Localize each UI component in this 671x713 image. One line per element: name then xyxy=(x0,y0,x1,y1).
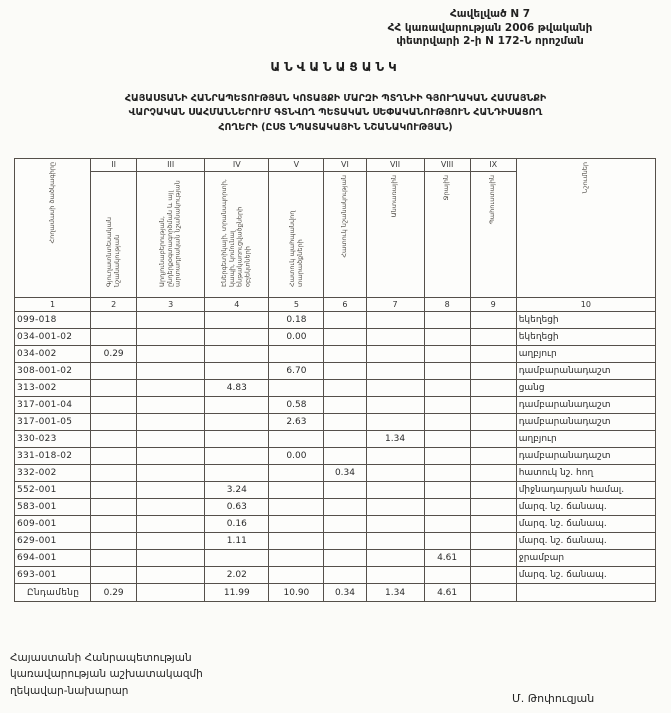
value-cell xyxy=(324,516,366,533)
value-cell xyxy=(269,550,324,567)
value-cell xyxy=(366,533,424,550)
value-cell: 6.70 xyxy=(269,363,324,380)
value-cell xyxy=(137,414,205,431)
column-header-5 xyxy=(269,159,324,298)
value-cell xyxy=(205,448,269,465)
value-cell xyxy=(324,533,366,550)
note-cell: ցանց xyxy=(516,380,655,397)
value-cell xyxy=(470,431,516,448)
value-cell xyxy=(137,312,205,329)
roman-numeral: VIII xyxy=(425,159,470,172)
value-cell xyxy=(137,482,205,499)
column-title-wrap xyxy=(205,172,268,291)
table-row xyxy=(15,567,656,584)
value-cell xyxy=(366,482,424,499)
note-cell: աղբյուր xyxy=(516,346,655,363)
value-cell xyxy=(324,397,366,414)
signatory-title-block xyxy=(10,650,203,699)
column-title-wrap xyxy=(471,172,516,228)
value-cell xyxy=(470,397,516,414)
table-row xyxy=(15,533,656,550)
code-cell: 552-001 xyxy=(15,482,91,499)
value-cell: 3.24 xyxy=(205,482,269,499)
value-cell xyxy=(366,363,424,380)
total-value-cell xyxy=(516,584,655,602)
value-cell: 1.11 xyxy=(205,533,269,550)
value-cell xyxy=(366,465,424,482)
value-cell xyxy=(137,516,205,533)
column-title: Հատուկ նշանակության xyxy=(340,175,349,258)
value-cell: 1.34 xyxy=(366,431,424,448)
value-cell xyxy=(205,431,269,448)
value-cell xyxy=(470,363,516,380)
value-cell xyxy=(205,465,269,482)
value-cell xyxy=(324,448,366,465)
table-row xyxy=(15,550,656,567)
column-title-wrap xyxy=(367,172,424,221)
value-cell xyxy=(91,329,137,346)
value-cell xyxy=(470,516,516,533)
note-cell: միջնադարյան համալ. xyxy=(516,482,655,499)
column-title: Գյուղատնտեսական նշանակության xyxy=(104,217,121,287)
value-cell xyxy=(205,312,269,329)
subtitle-line: ՀՈՂԵՐԻ (ԸՍՏ ՆՊԱՏԱԿԱՅԻՆ ՆՇԱՆԱԿՈՒԹՅԱՆ) xyxy=(218,121,453,133)
table-row xyxy=(15,414,656,431)
value-cell xyxy=(424,448,470,465)
table-row xyxy=(15,448,656,465)
value-cell xyxy=(91,533,137,550)
value-cell xyxy=(137,448,205,465)
value-cell xyxy=(91,397,137,414)
note-cell: հատուկ նշ. հող xyxy=(516,465,655,482)
value-cell xyxy=(324,363,366,380)
roman-numeral: VII xyxy=(367,159,424,172)
table-row xyxy=(15,465,656,482)
table-row xyxy=(15,397,656,414)
value-cell xyxy=(205,346,269,363)
value-cell: 0.34 xyxy=(324,465,366,482)
value-cell xyxy=(91,567,137,584)
note-cell: աղբյուր xyxy=(516,431,655,448)
appendix-line: ՀՀ կառավարության 2006 թվականի xyxy=(387,21,593,34)
table-row xyxy=(15,482,656,499)
value-cell: 2.02 xyxy=(205,567,269,584)
value-cell: 0.58 xyxy=(269,397,324,414)
column-title-wrap xyxy=(324,172,365,262)
value-cell xyxy=(366,414,424,431)
column-title-wrap xyxy=(425,172,470,204)
value-cell xyxy=(269,482,324,499)
column-title: Արդյունաբերության, ընդերքօգտագործման և այլ արտադրական նշանակության xyxy=(158,180,182,287)
value-cell xyxy=(366,380,424,397)
code-cell: 629-001 xyxy=(15,533,91,550)
roman-numeral: VI xyxy=(324,159,365,172)
value-cell xyxy=(470,414,516,431)
column-number: 4 xyxy=(205,298,269,312)
value-cell: 0.29 xyxy=(91,346,137,363)
value-cell xyxy=(366,448,424,465)
value-cell xyxy=(324,329,366,346)
note-cell: դամբարանադաշտ xyxy=(516,414,655,431)
column-title-wrap xyxy=(517,159,655,197)
code-cell: 099-018 xyxy=(15,312,91,329)
value-cell xyxy=(324,431,366,448)
value-cell xyxy=(137,567,205,584)
value-cell: 4.83 xyxy=(205,380,269,397)
appendix-reference xyxy=(320,8,660,49)
value-cell xyxy=(470,380,516,397)
column-title: Պահուստային xyxy=(488,175,497,225)
code-cell: 331-018-02 xyxy=(15,448,91,465)
value-cell xyxy=(269,431,324,448)
value-cell xyxy=(366,516,424,533)
column-title: Էներգետիկայի, տրանսպորտի, կապի, կոմունալ ենթակառուցվածքների օբյեկտների xyxy=(220,179,252,287)
value-cell xyxy=(91,499,137,516)
column-number: 8 xyxy=(424,298,470,312)
code-cell: 583-001 xyxy=(15,499,91,516)
column-header-9 xyxy=(470,159,516,298)
value-cell xyxy=(324,346,366,363)
column-title-wrap xyxy=(137,172,204,291)
signature-name: Մ. Թոփուզյան xyxy=(512,692,595,705)
value-cell xyxy=(137,346,205,363)
value-cell xyxy=(470,465,516,482)
value-cell xyxy=(470,329,516,346)
code-cell: 317-001-04 xyxy=(15,397,91,414)
value-cell xyxy=(205,397,269,414)
code-cell: 693-001 xyxy=(15,567,91,584)
value-cell: 2.63 xyxy=(269,414,324,431)
value-cell: 0.18 xyxy=(269,312,324,329)
footer-line: Հայաստանի Հանրապետության xyxy=(10,652,192,664)
value-cell xyxy=(137,380,205,397)
subtitle-line: ՀԱՅԱՍՏԱՆԻ ՀԱՆՐԱՊԵՏՈՒԹՅԱՆ ԿՈՏԱՅՔԻ ՄԱՐԶԻ ՊՏՂՆԻԻ ԳՅՈՒՂԱԿԱՆ ՀԱՄԱՅՆՔԻ xyxy=(124,93,547,104)
table-row xyxy=(15,380,656,397)
value-cell xyxy=(424,346,470,363)
value-cell xyxy=(470,550,516,567)
value-cell xyxy=(324,312,366,329)
column-header-7 xyxy=(366,159,424,298)
column-header-3 xyxy=(137,159,205,298)
code-cell: 313-002 xyxy=(15,380,91,397)
column-number-row xyxy=(15,298,656,312)
value-cell xyxy=(424,431,470,448)
appendix-line: փետրվարի 2-ի N 172-Ն որոշման xyxy=(396,35,584,48)
roman-numeral: IV xyxy=(205,159,268,172)
note-cell: դամբարանադաշտ xyxy=(516,448,655,465)
value-cell xyxy=(424,329,470,346)
column-title-wrap xyxy=(91,172,136,291)
value-cell xyxy=(424,465,470,482)
column-number: 1 xyxy=(15,298,91,312)
value-cell xyxy=(424,533,470,550)
document-title: ԱՆՎԱՆԱՑԱՆԿ xyxy=(270,60,401,74)
table-row xyxy=(15,363,656,380)
value-cell xyxy=(91,380,137,397)
column-title: Ջրային xyxy=(442,175,451,201)
column-number: 5 xyxy=(269,298,324,312)
value-cell xyxy=(91,550,137,567)
value-cell xyxy=(424,482,470,499)
value-cell xyxy=(137,499,205,516)
column-header-10 xyxy=(516,159,655,298)
roman-numeral: IX xyxy=(471,159,516,172)
value-cell xyxy=(137,550,205,567)
value-cell xyxy=(137,533,205,550)
total-value-cell: 1.34 xyxy=(366,584,424,602)
value-cell xyxy=(470,312,516,329)
footer-line: ղեկավար-նախարար xyxy=(10,684,129,697)
note-cell: մարզ. նշ. ճանապ. xyxy=(516,499,655,516)
value-cell xyxy=(269,380,324,397)
code-cell: 332-002 xyxy=(15,465,91,482)
value-cell xyxy=(470,346,516,363)
column-header-6 xyxy=(324,159,366,298)
column-header-1 xyxy=(15,159,91,298)
column-title: Նշումներ xyxy=(580,162,589,194)
value-cell xyxy=(366,499,424,516)
value-cell xyxy=(366,550,424,567)
value-cell xyxy=(424,499,470,516)
value-cell xyxy=(324,550,366,567)
value-cell xyxy=(366,397,424,414)
value-cell xyxy=(205,329,269,346)
code-cell: 609-001 xyxy=(15,516,91,533)
value-cell xyxy=(205,363,269,380)
roman-numeral: II xyxy=(91,159,136,172)
value-cell xyxy=(269,499,324,516)
roman-numeral: V xyxy=(269,159,323,172)
value-cell xyxy=(205,550,269,567)
value-cell xyxy=(91,516,137,533)
code-cell: 308-001-02 xyxy=(15,363,91,380)
total-value-cell: 4.61 xyxy=(424,584,470,602)
value-cell xyxy=(366,346,424,363)
document-subtitle xyxy=(0,92,671,135)
subtitle-line: ՎԱՐՉԱԿԱՆ ՍԱՀՄԱՆՆԵՐՈՒՄ ԳՏՆՎՈՂ ՊԵՏԱԿԱՆ ՍԵՓԱԿԱՆՈՒԹՅՈՒՆ ՀԱՆԴԻՍԱՑՈՂ xyxy=(128,107,543,119)
total-value-cell xyxy=(137,584,205,602)
column-title: Հատուկ պահպանվող տարածքների xyxy=(287,210,304,287)
value-cell xyxy=(470,499,516,516)
value-cell xyxy=(470,567,516,584)
value-cell xyxy=(137,397,205,414)
note-cell: եկեղեցի xyxy=(516,312,655,329)
total-value-cell xyxy=(470,584,516,602)
code-cell: 694-001 xyxy=(15,550,91,567)
value-cell xyxy=(424,414,470,431)
value-cell: 4.61 xyxy=(424,550,470,567)
note-cell: եկեղեցի xyxy=(516,329,655,346)
value-cell xyxy=(91,312,137,329)
value-cell xyxy=(424,363,470,380)
column-number: 9 xyxy=(470,298,516,312)
note-cell: դամբարանադաշտ xyxy=(516,397,655,414)
table-row xyxy=(15,346,656,363)
value-cell xyxy=(324,414,366,431)
column-header-8 xyxy=(424,159,470,298)
value-cell xyxy=(424,516,470,533)
code-cell: 317-001-05 xyxy=(15,414,91,431)
note-cell: դամբարանադաշտ xyxy=(516,363,655,380)
value-cell xyxy=(424,397,470,414)
column-title: Անտառային xyxy=(390,175,399,218)
column-header-2 xyxy=(91,159,137,298)
value-cell xyxy=(269,346,324,363)
note-cell: մարզ. նշ. ճանապ. xyxy=(516,516,655,533)
value-cell xyxy=(91,431,137,448)
table-row xyxy=(15,431,656,448)
code-cell: 034-001-02 xyxy=(15,329,91,346)
value-cell xyxy=(324,499,366,516)
value-cell: 0.00 xyxy=(269,448,324,465)
note-cell: մարզ. նշ. ճանապ. xyxy=(516,567,655,584)
total-value-cell: 11.99 xyxy=(205,584,269,602)
column-title-wrap xyxy=(15,159,90,248)
table-row xyxy=(15,516,656,533)
value-cell xyxy=(470,482,516,499)
value-cell xyxy=(205,414,269,431)
note-cell: ջրամբար xyxy=(516,550,655,567)
total-label-cell: Ընդամենը xyxy=(15,584,91,602)
value-cell xyxy=(424,380,470,397)
value-cell xyxy=(91,414,137,431)
table-row xyxy=(15,329,656,346)
total-value-cell: 0.34 xyxy=(324,584,366,602)
table-header-row xyxy=(15,159,656,298)
value-cell xyxy=(324,482,366,499)
value-cell xyxy=(424,312,470,329)
value-cell xyxy=(324,567,366,584)
column-number: 7 xyxy=(366,298,424,312)
column-number: 6 xyxy=(324,298,366,312)
total-row xyxy=(15,584,656,602)
value-cell: 0.16 xyxy=(205,516,269,533)
appendix-line: Հավելված N 7 xyxy=(449,8,531,20)
value-cell xyxy=(269,567,324,584)
value-cell xyxy=(137,431,205,448)
value-cell xyxy=(269,465,324,482)
value-cell xyxy=(91,465,137,482)
column-number: 3 xyxy=(137,298,205,312)
footer-line: կառավարության աշխատակազմի xyxy=(10,668,203,681)
value-cell xyxy=(269,516,324,533)
table-row xyxy=(15,312,656,329)
value-cell xyxy=(366,329,424,346)
value-cell xyxy=(424,567,470,584)
column-header-4 xyxy=(205,159,269,298)
table-row xyxy=(15,499,656,516)
note-cell: մարզ. նշ. ճանապ. xyxy=(516,533,655,550)
total-value-cell: 0.29 xyxy=(91,584,137,602)
code-cell: 330-023 xyxy=(15,431,91,448)
value-cell xyxy=(470,448,516,465)
value-cell: 0.63 xyxy=(205,499,269,516)
value-cell: 0.00 xyxy=(269,329,324,346)
column-number: 2 xyxy=(91,298,137,312)
value-cell xyxy=(91,482,137,499)
roman-numeral: III xyxy=(137,159,204,172)
value-cell xyxy=(269,533,324,550)
value-cell xyxy=(324,380,366,397)
value-cell xyxy=(91,448,137,465)
total-value-cell: 10.90 xyxy=(269,584,324,602)
value-cell xyxy=(137,363,205,380)
value-cell xyxy=(137,465,205,482)
column-title-wrap xyxy=(269,172,323,291)
value-cell xyxy=(366,312,424,329)
value-cell xyxy=(366,567,424,584)
value-cell xyxy=(470,533,516,550)
land-table xyxy=(14,158,656,602)
value-cell xyxy=(91,363,137,380)
column-title: Հողամասի ծածկագիրը xyxy=(47,162,56,244)
value-cell xyxy=(137,329,205,346)
code-cell: 034-002 xyxy=(15,346,91,363)
column-number: 10 xyxy=(516,298,655,312)
